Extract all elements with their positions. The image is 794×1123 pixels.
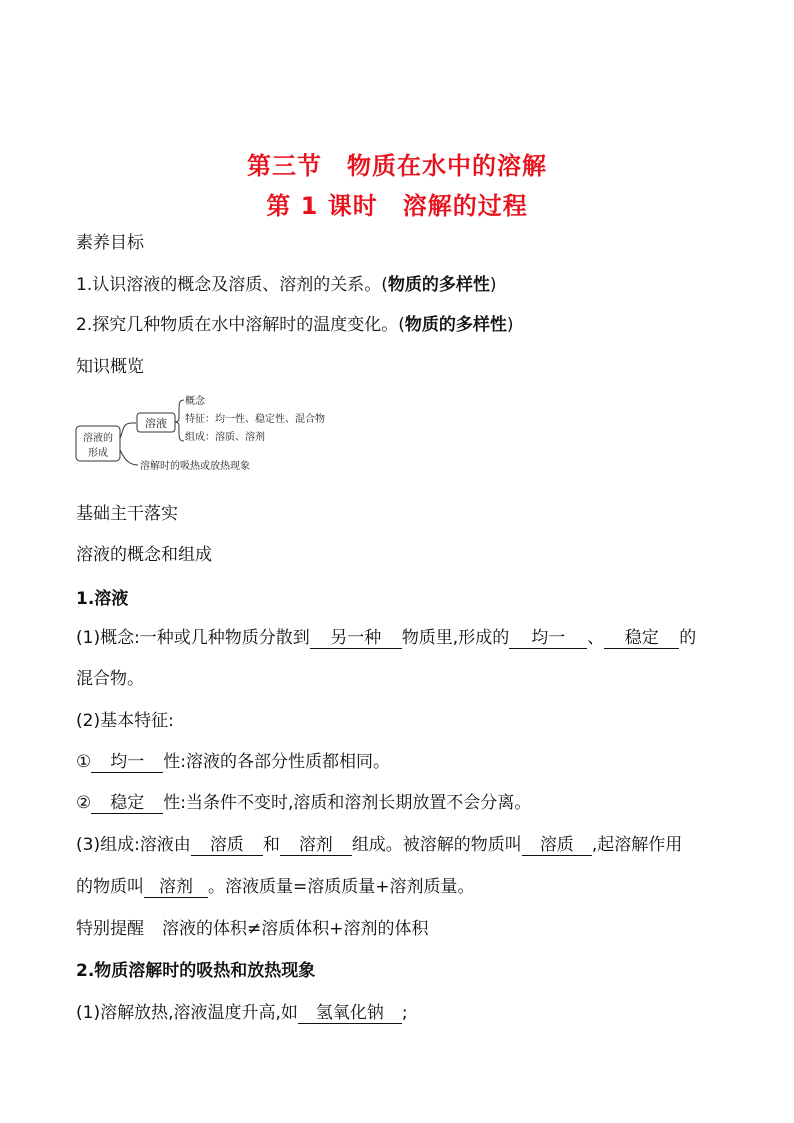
- blank-feature-2: 稳定: [91, 793, 163, 814]
- branch-features: 特征：均一性、稳定性、混合物: [185, 414, 325, 425]
- blank-solvent-1: 溶剂: [280, 835, 352, 856]
- blank-stable: 稳定: [604, 628, 679, 649]
- heat-heading: 2.物质溶解时的吸热和放热现象: [76, 961, 316, 981]
- blank-uniform: 均一: [509, 628, 587, 649]
- goal-item-2: [76, 314, 514, 336]
- composition-text-a: (3)组成:溶液由: [76, 835, 191, 855]
- root-label-line2: 形成: [88, 448, 108, 459]
- goal-item-2-tag: 物质的多样性: [404, 315, 507, 335]
- heat-line-1: [76, 1002, 408, 1024]
- heat-text-b: ;: [401, 1003, 408, 1023]
- feature-2-num: ②: [76, 793, 92, 813]
- composition-text-e: ,起溶解作用: [591, 835, 683, 855]
- goal-item-1-tag: 物质的多样性: [387, 275, 490, 295]
- goal-item-2-close: ): [506, 315, 514, 335]
- blank-feature-1: 均一: [91, 752, 163, 773]
- brace-root-upper: [120, 423, 136, 438]
- composition-text-c: 和: [262, 835, 280, 855]
- brace-node: [175, 400, 184, 441]
- root-label-line1: 溶液的: [83, 433, 113, 444]
- blank-solvent-2: 溶剂: [144, 877, 208, 898]
- subsection-heading: 溶液的概念和组成: [76, 545, 212, 565]
- tip-label: 特别提醒: [76, 919, 144, 939]
- goals-heading: 素养目标: [76, 233, 144, 253]
- tip-text: 溶液的体积≠溶质体积+溶剂的体积: [162, 919, 429, 939]
- composition-cont-b: 。溶液质量=溶质质量+溶剂质量。: [208, 877, 475, 897]
- special-tip: [76, 918, 429, 940]
- goal-item-1-close: ): [489, 275, 497, 295]
- concept-line: [76, 627, 696, 649]
- feature-2: [76, 792, 531, 814]
- branch-composition: 组成：溶质、溶剂: [185, 432, 265, 443]
- brace-root-lower: [120, 450, 138, 465]
- feature-1: [76, 751, 390, 773]
- solution-node-label: 溶液: [145, 417, 167, 430]
- feature-1-text: 性:溶液的各部分性质都相同。: [163, 752, 390, 772]
- concept-line-cont: 混合物。: [76, 669, 144, 689]
- composition-text-d: 组成。被溶解的物质叫: [351, 835, 522, 855]
- branch-concept: 概念: [185, 396, 205, 407]
- solution-heading: 1.溶液: [76, 589, 129, 609]
- concept-text-a: (1)概念:一种或几种物质分散到: [76, 628, 310, 648]
- feature-1-num: ①: [76, 752, 92, 772]
- blank-solute-1: 溶质: [191, 835, 263, 856]
- concept-text-d: 、: [587, 628, 605, 648]
- features-heading: (2)基本特征:: [76, 711, 174, 731]
- overview-heading: 知识概览: [76, 357, 144, 377]
- composition-line-cont: [76, 876, 475, 898]
- concept-text-e: 的: [679, 628, 697, 648]
- heat-text-a: (1)溶解放热,溶液温度升高,如: [76, 1003, 298, 1023]
- blank-another: 另一种: [310, 628, 402, 649]
- page-subtitle: 第 1 课时 溶解的过程: [266, 192, 528, 220]
- concept-text-c: 物质里,形成的: [401, 628, 510, 648]
- feature-2-text: 性:当条件不变时,溶质和溶剂长期放置不会分离。: [163, 793, 532, 813]
- goal-item-1-text: 1.认识溶液的概念及溶质、溶剂的关系。(: [76, 275, 388, 295]
- page-title: 第三节 物质在水中的溶解: [247, 152, 547, 180]
- branch-heat: 溶解时的吸热或放热现象: [140, 461, 250, 472]
- knowledge-overview-diagram: [70, 388, 390, 480]
- composition-cont-a: 的物质叫: [76, 877, 144, 897]
- composition-line: [76, 834, 682, 856]
- blank-solute-2: 溶质: [522, 835, 592, 856]
- section-heading: 基础主干落实: [76, 504, 178, 524]
- goal-item-2-text: 2.探究几种物质在水中溶解时的温度变化。(: [76, 315, 405, 335]
- goal-item-1: [76, 274, 497, 296]
- blank-naoh: 氢氧化钠: [298, 1003, 402, 1024]
